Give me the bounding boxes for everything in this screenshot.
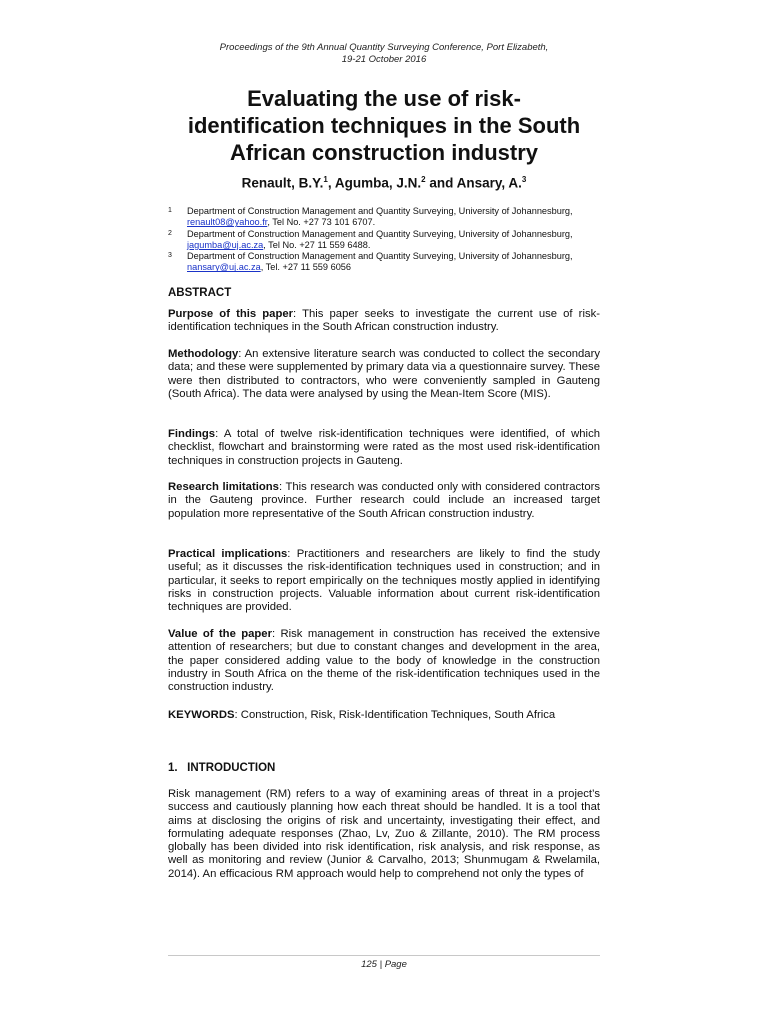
limitations-text: : This research was conducted only with considered contractors in the Gauteng province. Further research could include an increased target population more representative of the South African construction industry. bbox=[168, 481, 601, 520]
affiliation-2-phone: , Tel No. +27 11 559 6488. bbox=[263, 239, 371, 250]
abstract-value bbox=[168, 628, 600, 694]
findings-text: : A total of twelve risk-identification techniques were identified, of which checklist, flowchart and brainstorming were rated as the most used risk-identification techniques in construction projects in Gauteng. bbox=[168, 428, 600, 467]
footer-divider bbox=[168, 955, 600, 956]
affiliation-3-email-link[interactable]: nansary@uj.ac.za bbox=[187, 262, 261, 273]
abstract-purpose bbox=[168, 308, 600, 335]
findings-label: Findings bbox=[168, 428, 216, 440]
affiliation-3-phone: , Tel. +27 11 559 6056 bbox=[260, 262, 352, 273]
author-3-name: Ansary, A. bbox=[456, 175, 522, 191]
page-number: 125 | Page bbox=[361, 959, 407, 970]
title-line-1: Evaluating the use of risk- bbox=[247, 86, 521, 111]
practical-label: Practical implications bbox=[168, 548, 288, 560]
abstract-research-limitations bbox=[168, 481, 600, 521]
author-separator-1: , bbox=[327, 175, 335, 191]
purpose-label: Purpose of this paper bbox=[168, 308, 294, 320]
title-line-2: identification techniques in the South bbox=[187, 113, 581, 138]
author-list bbox=[168, 175, 600, 191]
proceedings-header bbox=[168, 42, 600, 66]
affiliation-1-number: 1 bbox=[168, 207, 172, 214]
author-3-affil-mark: 3 bbox=[521, 175, 527, 184]
author-2-affil-mark: 2 bbox=[421, 175, 426, 184]
affiliation-2-email-link[interactable]: jagumba@uj.ac.za bbox=[187, 239, 264, 250]
affiliation-2 bbox=[168, 229, 600, 252]
author-1-affil-mark: 1 bbox=[323, 175, 328, 184]
affiliation-1-phone: , Tel No. +27 73 101 6707. bbox=[267, 217, 376, 228]
affiliation-3-text: Department of Construction Management and Quantity Surveying, University of Johannesburg, bbox=[187, 251, 573, 262]
paper-title bbox=[158, 85, 610, 166]
limitations-label: Research limitations bbox=[168, 481, 279, 493]
methodology-text: : An extensive literature search was conducted to collect the secondary data; and these were supplemented by primary data via a questionnaire survey. These were then distributed to contractors, who were conveniently sampled in Gauteng (South Africa). The data were analysed by using the Mean-Item Score (MIS). bbox=[168, 348, 600, 400]
abstract-findings bbox=[168, 428, 600, 468]
affiliation-2-number: 2 bbox=[168, 229, 172, 237]
title-line-3: African construction industry bbox=[229, 140, 539, 165]
author-2-name: Agumba, J.N. bbox=[334, 175, 422, 191]
author-separator-2: and bbox=[425, 175, 457, 191]
keywords bbox=[168, 709, 600, 722]
purpose-text: : This paper seeks to investigate the current use of risk-identification techniques in the South African construction industry. bbox=[168, 308, 601, 334]
value-text: : Risk management in construction has received the extensive attention of researchers; but due to constant changes and development in the area, the paper considered adding value to the body of knowledge in the construction industry in South Africa on the theme of the risk-identification techniques used in the construction industry. bbox=[168, 628, 600, 694]
author-1-name: Renault, B.Y. bbox=[241, 175, 324, 191]
affiliation-1 bbox=[168, 206, 600, 229]
abstract-practical-implications bbox=[168, 548, 600, 614]
introduction-heading: 1. INTRODUCTION bbox=[168, 762, 276, 774]
affiliation-3-number: 3 bbox=[168, 252, 172, 260]
keywords-text: : Construction, Risk, Risk-Identification Techniques, South Africa bbox=[234, 709, 556, 721]
abstract-heading: ABSTRACT bbox=[168, 287, 232, 299]
affiliation-3 bbox=[168, 251, 600, 274]
introduction-paragraph: Risk management (RM) refers to a way of examining areas of threat in a project’s success and cautiously planning how each threat should be handled. It is a tool that aims at disclosing the origins of risk and uncertainty, investigating their effect, and formulating adequate responses (Zhao, Lv, Zuo & Zillante, 2010). The RM process globally has been divided into risk identification, risk analysis, and risk response, as well as monitoring and review (Junior & Carvalho, 2013; Shunmugam & Rwelamila, 2014). An efficacious RM approach would help to comprehend not only the types of bbox=[168, 788, 600, 880]
affiliation-1-email-link[interactable]: renault08@yahoo.fr bbox=[187, 217, 268, 228]
affiliation-1-text: Department of Construction Management and Quantity Surveying, University of Johannesburg, bbox=[187, 206, 573, 216]
practical-text: : Practitioners and researchers are likely to find the study useful; as it discusses the risk-identification techniques used in construction; and in particular, it seeks to report empirically on the techniques mostly applied in identifying risks in construction projects. Valuable information about current risk-identification techniques are provided. bbox=[168, 548, 600, 614]
value-label: Value of the paper bbox=[168, 628, 272, 640]
proceedings-line-1: Proceedings of the 9th Annual Quantity Surveying Conference, Port Elizabeth, bbox=[219, 42, 549, 53]
methodology-label: Methodology bbox=[168, 348, 239, 360]
affiliation-2-text: Department of Construction Management and Quantity Surveying, University of Johannesburg, bbox=[187, 228, 573, 239]
abstract-methodology bbox=[168, 348, 600, 401]
keywords-label: KEYWORDS bbox=[168, 709, 235, 721]
proceedings-line-2: 19-21 October 2016 bbox=[341, 54, 427, 65]
affiliations bbox=[168, 206, 600, 274]
